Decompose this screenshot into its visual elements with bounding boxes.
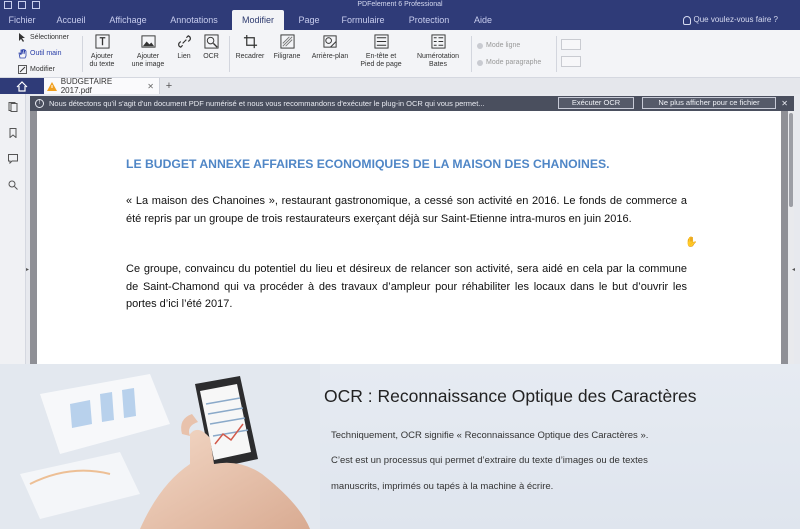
line-mode-option[interactable] <box>477 40 520 51</box>
warning-icon <box>47 82 57 91</box>
search-icon[interactable] <box>8 180 18 190</box>
promo-title: OCR : Reconnaissance Optique des Caractères <box>324 386 697 406</box>
watermark-button[interactable] <box>270 34 304 61</box>
comment-icon[interactable] <box>8 154 18 164</box>
ocr-notification-bar <box>30 96 794 111</box>
promo-line-2: C’est est un processus qui permet d’extraire du texte d’images ou de textes <box>331 455 648 466</box>
menu-accueil[interactable]: Accueil <box>56 15 86 25</box>
document-tab-strip <box>0 78 800 94</box>
add-text-label: Ajouter du texte <box>89 53 115 68</box>
expand-sidebar-icon[interactable]: ▸ <box>26 267 30 273</box>
hand-tool-label: Outil main <box>30 50 62 57</box>
hand-icon <box>18 49 27 59</box>
line-mode-label: Mode ligne <box>486 42 521 49</box>
font-size-dropdown[interactable] <box>561 56 581 67</box>
document-paragraph-2: Ce groupe, convaincu du potentiel du lieu et désireux de relancer son activité, sera aidé en cela par la commune de Saint-Chamond qui va procéder à des travaux d’ampleur pour réhabiliter les locaux dans le but d’ouvrir les portes d’ici l’été 2017. <box>126 263 687 310</box>
help-search[interactable] <box>683 10 779 30</box>
menu-page[interactable]: Page <box>298 15 320 25</box>
background-button[interactable] <box>308 34 352 61</box>
menu-protection[interactable]: Protection <box>408 15 450 25</box>
ocr-label: OCR <box>203 53 219 60</box>
header-footer-icon <box>374 34 389 49</box>
document-paragraph-1: « La maison des Chanoines », restaurant gastronomique, a cessé son activité en 2016. Le fonds de commerce a été repris par un groupe de trois restaurateurs exerçant déjà sur Saint-Etienne intra-muros en juin 2016. <box>126 195 687 225</box>
pdf-page[interactable] <box>37 111 781 364</box>
bookmark-icon[interactable] <box>8 128 18 138</box>
info-icon: ! <box>35 99 44 108</box>
select-tool[interactable] <box>18 32 69 43</box>
edit-tool-label: Modifier <box>30 66 55 73</box>
link-icon <box>177 34 192 49</box>
left-sidebar <box>0 94 26 364</box>
edit-tool[interactable] <box>18 64 55 75</box>
add-image-label: Ajouter une image <box>131 53 165 68</box>
link-label: Lien <box>177 53 191 60</box>
document-tab[interactable] <box>44 78 160 94</box>
bates-numbering-label: Numérotation Bates <box>416 53 460 68</box>
hand-holding-phone-illustration <box>0 364 320 529</box>
home-icon <box>0 78 44 94</box>
crop-label: Recadrer <box>235 53 265 60</box>
text-box-icon <box>95 34 110 49</box>
add-text-button[interactable] <box>85 34 119 69</box>
help-search-label: Que voulez-vous faire ? <box>693 15 778 24</box>
ribbon-separator <box>229 36 230 72</box>
ribbon-toolbar <box>0 30 800 78</box>
watermark-icon <box>280 34 295 49</box>
notification-message: Nous détectons qu'il s'agit d'un document PDF numérisé et nous vous recommandons d'exécuter le plug-in OCR qui vous permet... <box>49 99 485 108</box>
link-button[interactable] <box>174 34 194 61</box>
cursor-icon <box>18 33 27 42</box>
scrollbar-thumb[interactable] <box>789 113 793 207</box>
image-icon <box>141 34 156 49</box>
background-icon <box>323 34 338 49</box>
close-tab-icon[interactable]: ✕ <box>147 81 154 91</box>
menu-modifier[interactable]: Modifier <box>232 10 284 30</box>
ocr-promo-banner <box>0 364 800 529</box>
bates-numbering-icon <box>431 34 446 49</box>
close-notification-icon[interactable]: ✕ <box>781 99 788 108</box>
menu-aide[interactable]: Aide <box>473 15 492 25</box>
expand-right-panel-icon[interactable]: ◂ <box>792 267 796 273</box>
ribbon-separator <box>82 36 83 72</box>
ribbon-separator <box>471 36 472 72</box>
menu-affichage[interactable]: Affichage <box>109 15 147 25</box>
dismiss-notification-button[interactable]: Ne plus afficher pour ce fichier <box>642 97 776 109</box>
menu-formulaire[interactable]: Formulaire <box>341 15 385 25</box>
hand-cursor-icon: ✋ <box>685 237 698 248</box>
bates-numbering-button[interactable] <box>412 34 464 69</box>
watermark-label: Filigrane <box>273 53 301 60</box>
document-tab-label: BUDGETAIRE 2017.pdf <box>60 77 113 95</box>
title-bar <box>0 0 800 10</box>
header-footer-label: En-tête et Pied de page <box>360 53 402 68</box>
lightbulb-icon <box>683 16 691 25</box>
promo-line-3: manuscrits, imprimés ou tapés à la machine à écrire. <box>331 481 554 492</box>
add-tab-button[interactable]: + <box>165 80 173 92</box>
background-label: Arrière-plan <box>311 53 349 60</box>
document-viewport <box>30 111 794 364</box>
home-button[interactable] <box>0 78 44 94</box>
ocr-icon <box>204 34 219 49</box>
paragraph-mode-label: Mode paragraphe <box>486 59 542 66</box>
menu-fichier[interactable]: Fichier <box>8 15 36 25</box>
ocr-button[interactable] <box>200 34 222 61</box>
menu-bar <box>0 10 800 30</box>
header-footer-button[interactable] <box>358 34 404 69</box>
run-ocr-button[interactable]: Exécuter OCR <box>558 97 634 109</box>
crop-icon <box>243 34 258 49</box>
select-tool-label: Sélectionner <box>30 34 69 41</box>
paragraph-mode-option[interactable] <box>477 57 541 68</box>
crop-button[interactable] <box>233 34 267 61</box>
add-image-button[interactable] <box>128 34 168 69</box>
radio-icon <box>477 60 483 66</box>
pages-icon[interactable] <box>8 102 18 112</box>
radio-icon <box>477 43 483 49</box>
hand-tool[interactable] <box>18 48 62 59</box>
edit-icon <box>18 65 27 74</box>
promo-line-1: Techniquement, OCR signifie « Reconnaissance Optique des Caractères ». <box>331 430 649 441</box>
menu-annotations[interactable]: Annotations <box>170 15 218 25</box>
vertical-scrollbar[interactable] <box>788 111 794 364</box>
font-dropdown[interactable] <box>561 39 581 50</box>
document-heading: LE BUDGET ANNEXE AFFAIRES ECONOMIQUES DE LA MAISON DES CHANOINES. <box>126 157 610 171</box>
window-title: PDFelement 6 Professional <box>357 1 443 8</box>
ribbon-separator <box>556 36 557 72</box>
